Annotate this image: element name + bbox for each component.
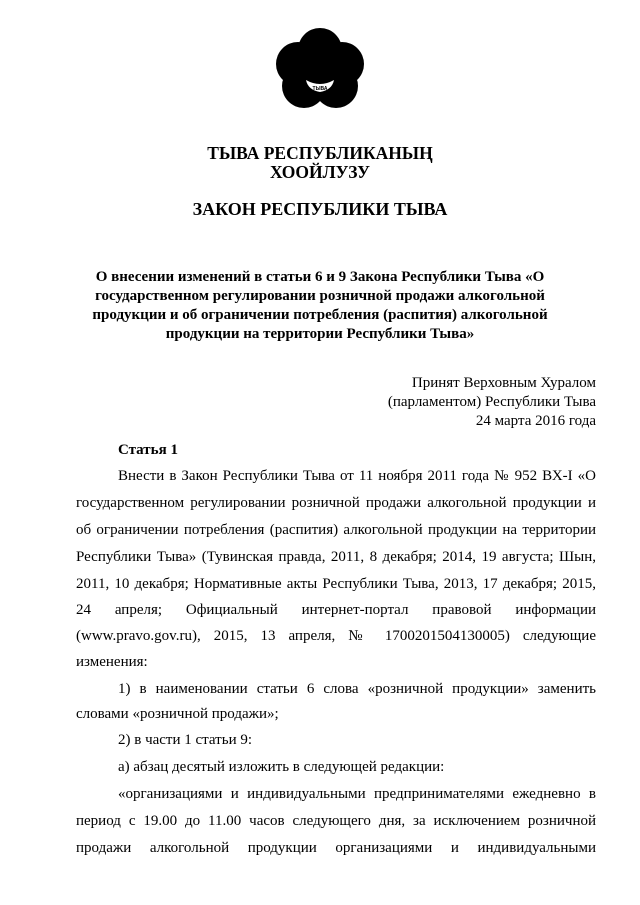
body-line: 1) в наименовании статьи 6 слова «розничной продукции» заменить: [118, 681, 596, 697]
body-line: Внести в Закон Республики Тыва от 11 ноября 2011 года № 952 ВХ-I «О: [118, 468, 596, 484]
body-line: словами «розничной продажи»;: [76, 706, 279, 722]
body-line: 2) в части 1 статьи 9:: [118, 732, 253, 748]
emblem-logo: [272, 20, 368, 114]
subject-line: О внесении изменений в статьи 6 и 9 Закона Республики Тыва «О: [95, 269, 545, 285]
body-line: продажи алкогольной продукции организациями и индивидуальными: [76, 840, 596, 856]
body-line: «организациями и индивидуальными предпринимателями ежедневно в: [118, 786, 596, 802]
body-line: период с 19.00 до 11.00 часов следующего дня, за исключением розничной: [76, 813, 596, 829]
body-line: 24 апреля; Официальный интернет-портал правовой информации: [76, 602, 596, 618]
adopted-line: Принят Верховным Хуралом: [411, 375, 596, 391]
article-heading: Статья 1: [118, 442, 178, 458]
adopted-date: 24 марта 2016 года: [475, 413, 596, 429]
republic-title-line2: ХООЙЛУЗУ: [270, 162, 370, 182]
republic-title-line1: ТЫВА РЕСПУБЛИКАНЫҢ: [207, 143, 433, 163]
subject-line: продукции и об ограничении потребления (распития) алкогольной: [92, 307, 548, 323]
subject-line: продукции на территории Республики Тыва»: [165, 326, 475, 342]
emblem-text: ТЫВА: [312, 86, 328, 92]
adopted-line: (парламентом) Республики Тыва: [387, 394, 596, 410]
body-line: государственном регулировании розничной продажи алкогольной продукции и: [76, 495, 596, 511]
body-line: (www.pravo.gov.ru), 2015, 13 апреля, № 1700201504130005) следующие: [76, 628, 596, 644]
body-line: Республики Тыва» (Тувинская правда, 2011, 8 декабря; 2014, 19 августа; Шын,: [76, 549, 596, 565]
body-line: 2011, 10 декабря; Нормативные акты Республики Тыва, 2013, 17 декабря; 2015,: [76, 576, 596, 592]
body-line: об ограничении потребления (распития) алкогольной продукции на территории: [76, 522, 596, 538]
emblem-icon: [272, 20, 368, 114]
law-title: ЗАКОН РЕСПУБЛИКИ ТЫВА: [192, 199, 448, 219]
body-line: изменения:: [76, 654, 148, 670]
subject-line: государственном регулировании розничной продажи алкогольной: [95, 288, 545, 304]
body-line: а) абзац десятый изложить в следующей редакции:: [118, 759, 445, 775]
